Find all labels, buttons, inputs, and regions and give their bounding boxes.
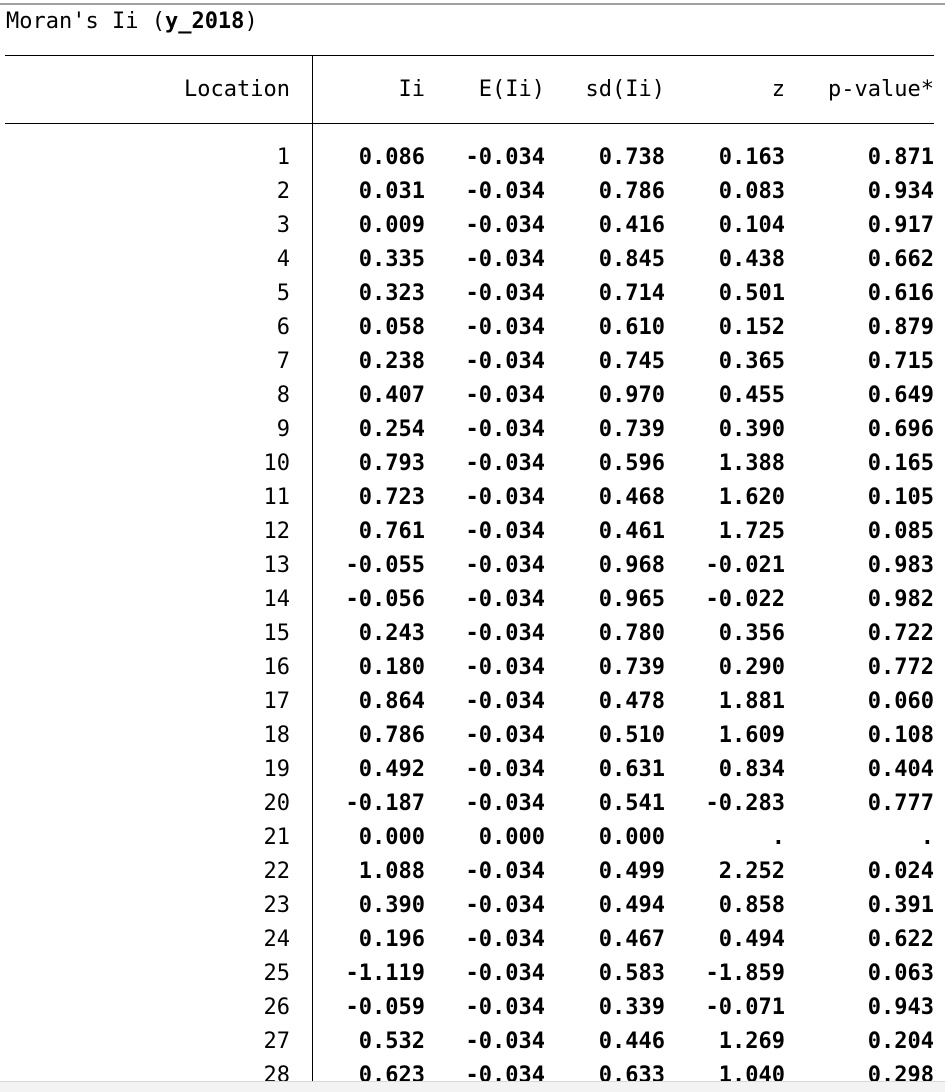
cell-expected-ii: -0.034 bbox=[465, 145, 545, 170]
cell-expected-ii: -0.034 bbox=[465, 655, 545, 680]
cell-sd-ii: 0.739 bbox=[598, 417, 665, 442]
cell-sd-ii: 0.468 bbox=[598, 485, 665, 510]
column-header-p-value: p-value* bbox=[828, 77, 934, 102]
cell-expected-ii: -0.034 bbox=[465, 417, 545, 442]
cell-sd-ii: 0.478 bbox=[598, 689, 665, 714]
cell-expected-ii: 0.000 bbox=[478, 825, 545, 850]
column-header-z: z bbox=[771, 77, 785, 102]
cell-p-value: 0.085 bbox=[867, 519, 934, 544]
cell-expected-ii: -0.034 bbox=[465, 247, 545, 272]
cell-p-value: 0.983 bbox=[867, 553, 934, 578]
cell-location: 20 bbox=[263, 791, 290, 816]
cell-location: 17 bbox=[263, 689, 290, 714]
results-window-bottom-edge bbox=[0, 1081, 945, 1092]
cell-expected-ii: -0.034 bbox=[465, 179, 545, 204]
cell-sd-ii: 0.633 bbox=[598, 1063, 665, 1081]
cell-ii: -0.187 bbox=[345, 791, 425, 816]
cell-z: 0.501 bbox=[718, 281, 785, 306]
cell-sd-ii: 0.631 bbox=[598, 757, 665, 782]
cell-z: 1.388 bbox=[718, 451, 785, 476]
cell-p-value: 0.105 bbox=[867, 485, 934, 510]
cell-z: 0.290 bbox=[718, 655, 785, 680]
cell-expected-ii: -0.034 bbox=[465, 349, 545, 374]
cell-expected-ii: -0.034 bbox=[465, 1063, 545, 1081]
cell-location: 14 bbox=[263, 587, 290, 612]
cell-z: . bbox=[771, 825, 785, 850]
column-header-ii: Ii bbox=[398, 77, 425, 102]
cell-ii: 0.086 bbox=[358, 145, 425, 170]
cell-location: 27 bbox=[263, 1029, 290, 1054]
cell-p-value: 0.871 bbox=[867, 145, 934, 170]
table-row bbox=[0, 821, 945, 855]
cell-sd-ii: 0.541 bbox=[598, 791, 665, 816]
cell-p-value: 0.982 bbox=[867, 587, 934, 612]
cell-z: 0.455 bbox=[718, 383, 785, 408]
cell-sd-ii: 0.745 bbox=[598, 349, 665, 374]
cell-expected-ii: -0.034 bbox=[465, 281, 545, 306]
cell-ii: 1.088 bbox=[358, 859, 425, 884]
cell-p-value: 0.108 bbox=[867, 723, 934, 748]
cell-z: 0.834 bbox=[718, 757, 785, 782]
cell-z: 0.438 bbox=[718, 247, 785, 272]
table-row bbox=[0, 719, 945, 753]
table-row bbox=[0, 311, 945, 345]
table-row bbox=[0, 447, 945, 481]
cell-location: 25 bbox=[263, 961, 290, 986]
table-row bbox=[0, 243, 945, 277]
cell-z: 1.620 bbox=[718, 485, 785, 510]
cell-p-value: 0.649 bbox=[867, 383, 934, 408]
cell-sd-ii: 0.510 bbox=[598, 723, 665, 748]
cell-sd-ii: 0.970 bbox=[598, 383, 665, 408]
cell-z: 0.083 bbox=[718, 179, 785, 204]
cell-sd-ii: 0.339 bbox=[598, 995, 665, 1020]
cell-p-value: 0.917 bbox=[867, 213, 934, 238]
cell-sd-ii: 0.446 bbox=[598, 1029, 665, 1054]
cell-p-value: 0.060 bbox=[867, 689, 934, 714]
cell-sd-ii: 0.416 bbox=[598, 213, 665, 238]
cell-z: 2.252 bbox=[718, 859, 785, 884]
table-row bbox=[0, 923, 945, 957]
cell-expected-ii: -0.034 bbox=[465, 383, 545, 408]
table-row bbox=[0, 991, 945, 1025]
table-row bbox=[0, 209, 945, 243]
cell-location: 13 bbox=[263, 553, 290, 578]
cell-ii: -0.055 bbox=[345, 553, 425, 578]
cell-sd-ii: 0.467 bbox=[598, 927, 665, 952]
cell-ii: 0.000 bbox=[358, 825, 425, 850]
cell-z: -0.021 bbox=[705, 553, 785, 578]
cell-location: 6 bbox=[276, 315, 290, 340]
table-row bbox=[0, 855, 945, 889]
cell-location: 19 bbox=[263, 757, 290, 782]
table-row bbox=[0, 1025, 945, 1059]
cell-ii: 0.254 bbox=[358, 417, 425, 442]
cell-p-value: 0.772 bbox=[867, 655, 934, 680]
cell-location: 21 bbox=[263, 825, 290, 850]
cell-sd-ii: 0.738 bbox=[598, 145, 665, 170]
table-row bbox=[0, 175, 945, 209]
cell-sd-ii: 0.739 bbox=[598, 655, 665, 680]
cell-z: -0.283 bbox=[705, 791, 785, 816]
cell-expected-ii: -0.034 bbox=[465, 315, 545, 340]
cell-p-value: 0.063 bbox=[867, 961, 934, 986]
cell-sd-ii: 0.000 bbox=[598, 825, 665, 850]
cell-ii: 0.407 bbox=[358, 383, 425, 408]
cell-p-value: . bbox=[920, 825, 934, 850]
table-body bbox=[0, 141, 945, 1081]
cell-p-value: 0.204 bbox=[867, 1029, 934, 1054]
cell-p-value: 0.934 bbox=[867, 179, 934, 204]
cell-p-value: 0.696 bbox=[867, 417, 934, 442]
cell-z: 0.356 bbox=[718, 621, 785, 646]
cell-z: 0.104 bbox=[718, 213, 785, 238]
cell-ii: 0.323 bbox=[358, 281, 425, 306]
cell-z: 0.858 bbox=[718, 893, 785, 918]
cell-z: 0.152 bbox=[718, 315, 785, 340]
table-row bbox=[0, 141, 945, 175]
table-row bbox=[0, 889, 945, 923]
cell-ii: -0.056 bbox=[345, 587, 425, 612]
cell-location: 10 bbox=[263, 451, 290, 476]
cell-z: -0.022 bbox=[705, 587, 785, 612]
cell-z: 0.390 bbox=[718, 417, 785, 442]
cell-p-value: 0.715 bbox=[867, 349, 934, 374]
cell-sd-ii: 0.965 bbox=[598, 587, 665, 612]
cell-p-value: 0.722 bbox=[867, 621, 934, 646]
cell-location: 28 bbox=[263, 1063, 290, 1081]
cell-z: 0.365 bbox=[718, 349, 785, 374]
table-title bbox=[6, 8, 258, 36]
cell-sd-ii: 0.780 bbox=[598, 621, 665, 646]
title-variable: y_2018 bbox=[164, 9, 245, 34]
cell-expected-ii: -0.034 bbox=[465, 689, 545, 714]
cell-location: 11 bbox=[263, 485, 290, 510]
cell-location: 22 bbox=[263, 859, 290, 884]
table-row bbox=[0, 549, 945, 583]
cell-expected-ii: -0.034 bbox=[465, 485, 545, 510]
cell-sd-ii: 0.583 bbox=[598, 961, 665, 986]
cell-sd-ii: 0.968 bbox=[598, 553, 665, 578]
cell-p-value: 0.622 bbox=[867, 927, 934, 952]
cell-z: -0.071 bbox=[705, 995, 785, 1020]
cell-sd-ii: 0.596 bbox=[598, 451, 665, 476]
cell-p-value: 0.662 bbox=[867, 247, 934, 272]
cell-z: 1.269 bbox=[718, 1029, 785, 1054]
cell-ii: 0.793 bbox=[358, 451, 425, 476]
table-row bbox=[0, 277, 945, 311]
table-row bbox=[0, 515, 945, 549]
cell-location: 3 bbox=[276, 213, 290, 238]
cell-expected-ii: -0.034 bbox=[465, 519, 545, 544]
cell-location: 24 bbox=[263, 927, 290, 952]
cell-p-value: 0.298 bbox=[867, 1063, 934, 1081]
table-row bbox=[0, 787, 945, 821]
cell-ii: 0.243 bbox=[358, 621, 425, 646]
cell-location: 4 bbox=[276, 247, 290, 272]
cell-location: 9 bbox=[276, 417, 290, 442]
table-header bbox=[0, 75, 945, 105]
cell-expected-ii: -0.034 bbox=[465, 791, 545, 816]
cell-z: 0.163 bbox=[718, 145, 785, 170]
table-row bbox=[0, 345, 945, 379]
table-row bbox=[0, 481, 945, 515]
cell-sd-ii: 0.786 bbox=[598, 179, 665, 204]
title-suffix: ) bbox=[244, 9, 258, 34]
cell-location: 1 bbox=[276, 145, 290, 170]
cell-p-value: 0.943 bbox=[867, 995, 934, 1020]
table-row bbox=[0, 413, 945, 447]
cell-location: 16 bbox=[263, 655, 290, 680]
cell-ii: 0.180 bbox=[358, 655, 425, 680]
column-header-sd-ii: sd(Ii) bbox=[585, 77, 665, 102]
cell-expected-ii: -0.034 bbox=[465, 451, 545, 476]
cell-p-value: 0.391 bbox=[867, 893, 934, 918]
header-bottom-rule bbox=[5, 123, 934, 124]
cell-expected-ii: -0.034 bbox=[465, 995, 545, 1020]
cell-ii: 0.031 bbox=[358, 179, 425, 204]
cell-ii: 0.238 bbox=[358, 349, 425, 374]
cell-ii: 0.009 bbox=[358, 213, 425, 238]
cell-p-value: 0.777 bbox=[867, 791, 934, 816]
cell-location: 26 bbox=[263, 995, 290, 1020]
cell-expected-ii: -0.034 bbox=[465, 213, 545, 238]
cell-p-value: 0.024 bbox=[867, 859, 934, 884]
cell-ii: 0.335 bbox=[358, 247, 425, 272]
cell-sd-ii: 0.461 bbox=[598, 519, 665, 544]
cell-p-value: 0.165 bbox=[867, 451, 934, 476]
table-row bbox=[0, 1059, 945, 1081]
table-row bbox=[0, 957, 945, 991]
cell-expected-ii: -0.034 bbox=[465, 757, 545, 782]
table-row bbox=[0, 651, 945, 685]
cell-p-value: 0.879 bbox=[867, 315, 934, 340]
cell-z: 1.040 bbox=[718, 1063, 785, 1081]
cell-p-value: 0.404 bbox=[867, 757, 934, 782]
cell-location: 7 bbox=[276, 349, 290, 374]
cell-location: 5 bbox=[276, 281, 290, 306]
table-row bbox=[0, 583, 945, 617]
cell-z: -1.859 bbox=[705, 961, 785, 986]
cell-location: 23 bbox=[263, 893, 290, 918]
cell-expected-ii: -0.034 bbox=[465, 1029, 545, 1054]
cell-sd-ii: 0.845 bbox=[598, 247, 665, 272]
cell-ii: 0.761 bbox=[358, 519, 425, 544]
header-top-rule bbox=[5, 55, 934, 56]
cell-expected-ii: -0.034 bbox=[465, 859, 545, 884]
cell-sd-ii: 0.494 bbox=[598, 893, 665, 918]
cell-ii: 0.723 bbox=[358, 485, 425, 510]
window-top-border bbox=[0, 3, 945, 5]
cell-z: 1.881 bbox=[718, 689, 785, 714]
cell-sd-ii: 0.499 bbox=[598, 859, 665, 884]
table-row bbox=[0, 379, 945, 413]
cell-expected-ii: -0.034 bbox=[465, 893, 545, 918]
cell-z: 1.725 bbox=[718, 519, 785, 544]
cell-sd-ii: 0.714 bbox=[598, 281, 665, 306]
cell-expected-ii: -0.034 bbox=[465, 927, 545, 952]
cell-location: 18 bbox=[263, 723, 290, 748]
column-header-expected-ii: E(Ii) bbox=[478, 77, 545, 102]
cell-expected-ii: -0.034 bbox=[465, 621, 545, 646]
cell-ii: 0.390 bbox=[358, 893, 425, 918]
cell-ii: 0.623 bbox=[358, 1063, 425, 1081]
cell-ii: 0.864 bbox=[358, 689, 425, 714]
cell-ii: -0.059 bbox=[345, 995, 425, 1020]
cell-p-value: 0.616 bbox=[867, 281, 934, 306]
title-prefix: Moran's Ii ( bbox=[6, 9, 165, 34]
cell-ii: -1.119 bbox=[345, 961, 425, 986]
cell-expected-ii: -0.034 bbox=[465, 553, 545, 578]
cell-ii: 0.786 bbox=[358, 723, 425, 748]
column-header-location: Location bbox=[184, 77, 290, 102]
cell-ii: 0.196 bbox=[358, 927, 425, 952]
table-row bbox=[0, 617, 945, 651]
cell-expected-ii: -0.034 bbox=[465, 587, 545, 612]
cell-location: 15 bbox=[263, 621, 290, 646]
cell-z: 0.494 bbox=[718, 927, 785, 952]
cell-z: 1.609 bbox=[718, 723, 785, 748]
table-row bbox=[0, 753, 945, 787]
cell-ii: 0.058 bbox=[358, 315, 425, 340]
cell-ii: 0.492 bbox=[358, 757, 425, 782]
cell-expected-ii: -0.034 bbox=[465, 723, 545, 748]
cell-sd-ii: 0.610 bbox=[598, 315, 665, 340]
cell-location: 8 bbox=[276, 383, 290, 408]
cell-expected-ii: -0.034 bbox=[465, 961, 545, 986]
table-row bbox=[0, 685, 945, 719]
cell-location: 2 bbox=[276, 179, 290, 204]
cell-location: 12 bbox=[263, 519, 290, 544]
cell-ii: 0.532 bbox=[358, 1029, 425, 1054]
